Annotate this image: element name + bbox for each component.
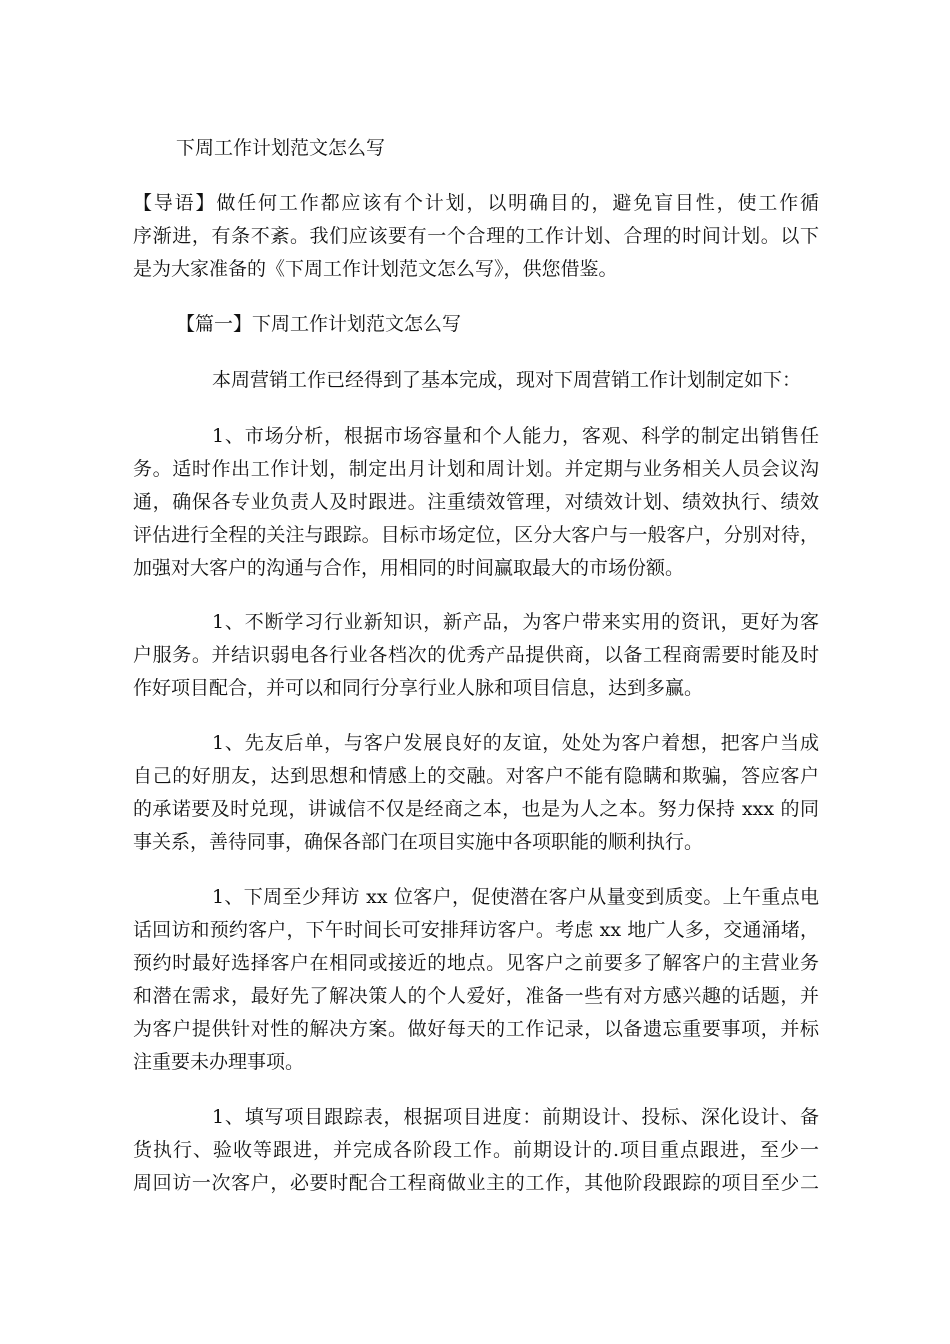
- document-title: 下周工作计划范文怎么写: [176, 137, 386, 159]
- paragraph-project-tracking: 1、填写项目跟踪表，根据项目进度：前期设计、投标、深化设计、备 货执行、验收等跟进，并完成各阶段工作。前期设计的.项目重点跟进，至少一 周回访一次客户，必要时配合工程商做业主的工作，其他阶段跟踪的项目至少二: [133, 1106, 819, 1194]
- section-heading: 【篇一】下周工作计划范文怎么写: [176, 313, 462, 335]
- intro-paragraph: 【导语】做任何工作都应该有个计划，以明确目的，避免盲目性，使工作循 序渐进，有条不紊。我们应该要有一个合理的工作计划、合理的时间计划。以下 是为大家准备的《下周工作计划范文怎么写》，供您借鉴。: [133, 192, 819, 280]
- paragraph-market-analysis: 1、市场分析，根据市场容量和个人能力，客观、科学的制定出销售任 务。适时作出工作计划，制定出月计划和周计划。并定期与业务相关人员会议沟 通，确保各专业负责人及时跟进。注重绩效管理，对绩效计划、绩效执行、绩效 评估进行全程的关注与跟踪。目标市场定位，区分大客户与一般客户，分别对待， 加强对大客户的沟通与合作，用相同的时间赢取最大的市场份额。: [133, 425, 819, 579]
- paragraph-client-visits: 1、下周至少拜访 xx 位客户，促使潜在客户从量变到质变。上午重点电 话回访和预约客户，下午时间长可安排拜访客户。考虑 xx 地广人多，交通涌堵， 预约时最好选择客户在相同或接近的地点。见客户之前要多了解客户的主营业务 和潜在需求，最好先了解决策人的个人爱好，准备一些有对方感兴趣的话题，并 为客户提供针对性的解决方案。做好每天的工作记录，以备遗忘重要事项，并标 注重要未办理事项。: [133, 886, 819, 1073]
- opening-paragraph: 本周营销工作已经得到了基本完成，现对下周营销工作计划制定如下：: [212, 369, 802, 391]
- paragraph-learning: 1、不断学习行业新知识，新产品，为客户带来实用的资讯，更好为客 户服务。并结识弱电各行业各档次的优秀产品提供商，以备工程商需要时能及时 作好项目配合，并可以和同行分享行业人脉和项目信息，达到多赢。: [133, 611, 819, 699]
- paragraph-friendship: 1、先友后单，与客户发展良好的友谊，处处为客户着想，把客户当成 自己的好朋友，达到思想和情感上的交融。对客户不能有隐瞒和欺骗，答应客户 的承诺要及时兑现，讲诚信不仅是经商之本，也是为人之本。努力保持 xxx 的同 事关系，善待同事，确保各部门在项目实施中各项职能的顺利执行。: [133, 732, 819, 853]
